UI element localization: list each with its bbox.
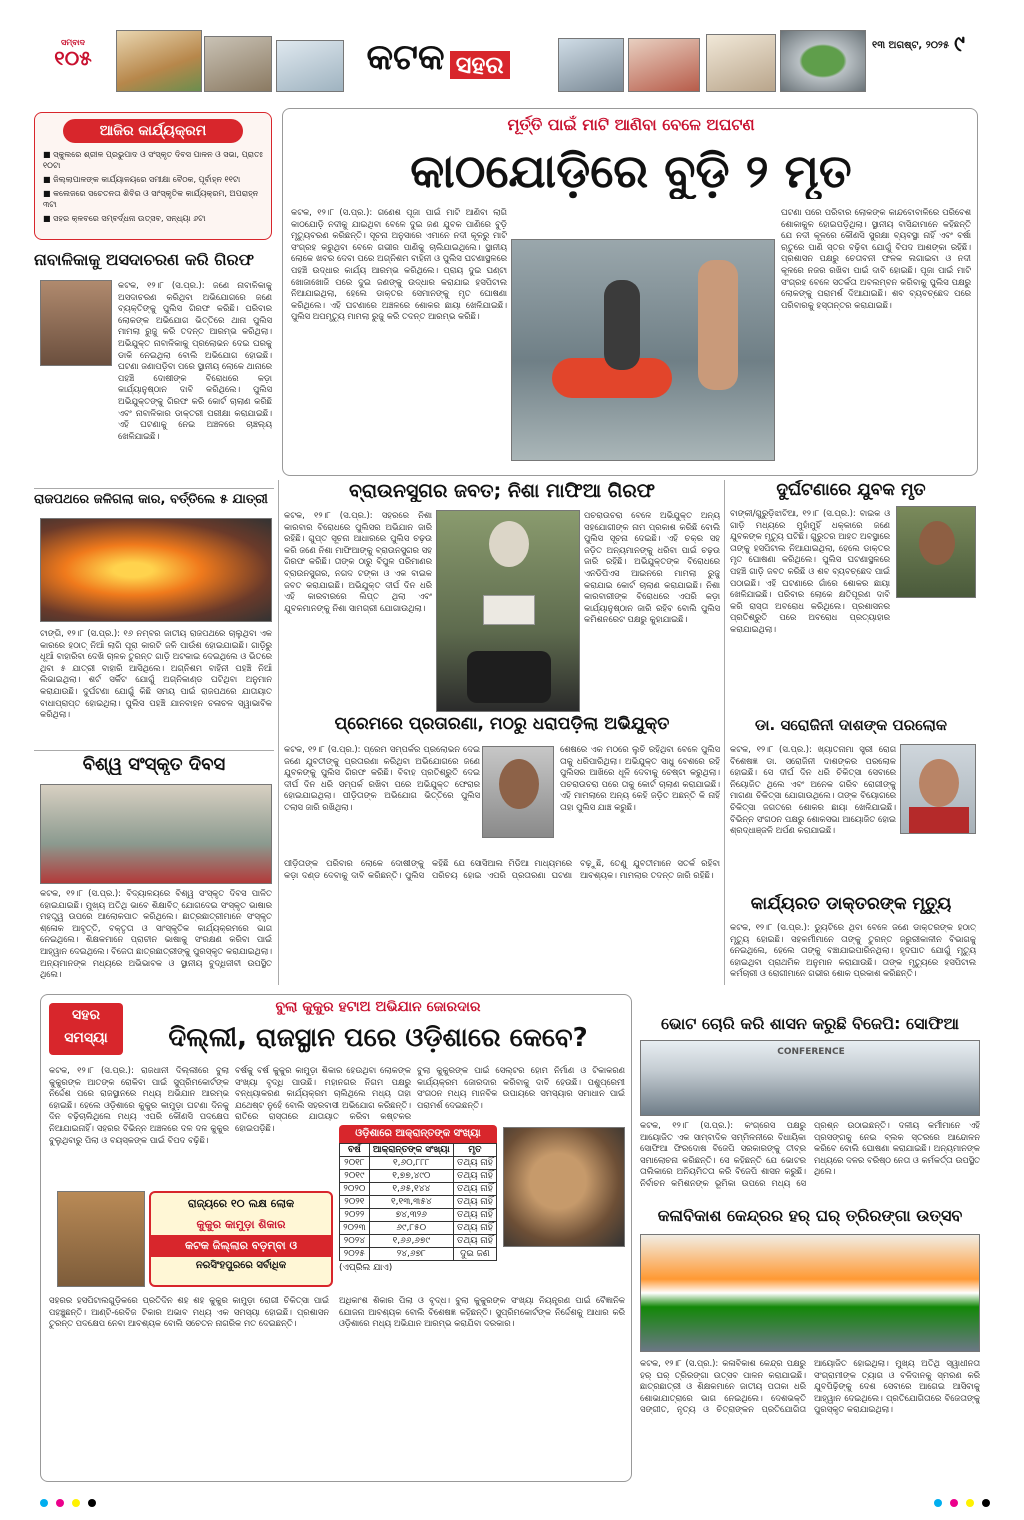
masthead-title xyxy=(348,30,528,86)
stray-dog-photo xyxy=(57,1191,145,1287)
rescuer-figure xyxy=(698,260,738,390)
registration-dot xyxy=(982,1499,990,1507)
logo-caption: ସମ୍ବାଦ xyxy=(61,38,85,47)
doctor-death-headline: କାର୍ଯ୍ୟରତ ଡାକ୍ତରଙ୍କ ମୃତ୍ୟୁ xyxy=(750,894,952,914)
brown-sugar-headline: ବ୍ରାଉନସୁଗର ଜବତ; ନିଶା ମାଫିଆ ଗିରଫ xyxy=(348,480,656,502)
lead-body-right: ଘଟଣା ପରେ ପରିବାର ଲୋକଙ୍କ କାନ୍ଦବୋବାଳିରେ ପରିବେଶ ଶୋକାକୁଳ ହୋଇପଡ଼ିଥିଲା। ସ୍ଥାନୀୟ ବାସିନ୍ଦାମାନେ କହିଛନ୍ତି ଯେ ନଦୀ କୂଳରେ କୌଣସି ସୁରକ୍ଷା ବ୍ୟବସ୍ଥା ନାହିଁ ଏବଂ ବର୍ଷା ଋତୁରେ ପାଣି ସ୍ତର ବଢ଼ିବା ଯୋଗୁଁ ବିପଦ ଆଶଙ୍କା ରହିଛି। ପ୍ରଶାସନ ପକ୍ଷରୁ ଚେତାବନୀ ଫଳକ ଲଗାଇବା ଓ ନଦୀ କୂଳରେ ନଜର ରଖିବା ପାଇଁ ଦାବି ହୋଇଛି। ପୂଜା ପାଇଁ ମାଟି ସଂଗ୍ରହ ବେଳେ ସତର୍କତା ଅବଲମ୍ବନ କରିବାକୁ ପୁଲିସ ପକ୍ଷରୁ ଲୋକଙ୍କୁ ପରାମର୍ଶ ଦିଆଯାଇଛି। ଶବ ବ୍ୟବଚ୍ଛେଦ ପରେ ପରିବାରକୁ ହସ୍ତାନ୍ତର କରାଯାଇଛି। xyxy=(781,207,971,310)
table-header: ମୃତ xyxy=(453,1144,496,1157)
registration-dot xyxy=(966,1499,974,1507)
registration-dot xyxy=(88,1499,96,1507)
sarojini-face xyxy=(919,759,959,807)
badge-line-1: ସହର xyxy=(72,1007,100,1023)
sarojini-sari xyxy=(909,807,969,834)
registration-dot xyxy=(950,1499,958,1507)
lead-body-left: କଟକ, ୧୨।୮ (ସ.ପ୍ର.): ଗଣେଶ ପୂଜା ପାଇଁ ମାଟି ଆଣିବା ଲାଗି କାଠଯୋଡ଼ି ନଦୀକୁ ଯାଇଥିବା ବେଳେ ଦୁଇ ଜଣ ଯୁବକ ପାଣିରେ ବୁଡ଼ି ମୃତ୍ୟୁବରଣ କରିଛନ୍ତି। ସୂଚନା ଅନୁସାରେ ଏମାନେ ନଦୀ କୂଳରୁ ମାଟି ସଂଗ୍ରହ କରୁଥିବା ବେଳେ ଗଭୀର ପାଣିକୁ ଚାଲିଯାଇଥିଲେ। ସ୍ଥାନୀୟ ଲୋକେ ଖବର ଦେବା ପରେ ଅଗ୍ନିଶମ ବାହିନୀ ଓ ପୁଲିସ ଘଟଣାସ୍ଥଳରେ ପହଞ୍ଚି ଉଦ୍ଧାର କାର୍ଯ୍ୟ ଆରମ୍ଭ କରିଥିଲେ। ପ୍ରାୟ ଦୁଇ ଘଣ୍ଟା ଖୋଜାଖୋଜି ପରେ ଦୁଇ ଜଣଙ୍କୁ ଉଦ୍ଧାର କରାଯାଇ ହସପିଟାଲ ନିଆଯାଇଥିଲା, ହେଲେ ଡାକ୍ତର ସେମାନଙ୍କୁ ମୃତ ଘୋଷଣା କରିଥିଲେ। ଏହି ଘଟଣାରେ ଅଞ୍ଚଳରେ ଶୋକର ଛାୟା ଖେଳିଯାଇଛି। ପୁଲିସ ଅପମୃତ୍ୟୁ ମାମଲା ରୁଜୁ କରି ତଦନ୍ତ ଆରମ୍ଭ କରିଛି। xyxy=(291,207,507,322)
table-row: ୨୦୨୦ ୧,୬୫,୧୪୪ ତଥ୍ୟ ନାହିଁ xyxy=(340,1183,497,1196)
title-sahar: ସହର xyxy=(450,51,510,79)
anniversary-logo xyxy=(38,38,108,72)
love-fraud-headline: ପ୍ରେମରେ ପ୍ରତାରଣା, ମଠରୁ ଧରାପଡ଼ିଲା ଅଭିଯୁକ୍ତ xyxy=(334,714,670,734)
brown-sugar-body-b: ପଚରାଉଚରା ବେଳେ ଅଭିଯୁକ୍ତ ଅନ୍ୟ ସହଯୋଗୀଙ୍କ ନାମ ପ୍ରକାଶ କରିଛି ବୋଲି ପୁଲିସ ସୂଚନା ଦେଇଛି। ଏହି ଚକ୍ର ସହ ଜଡ଼ିତ ଅନ୍ୟମାନଙ୍କୁ ଧରିବା ପାଇଁ ଚଢ଼ଉ ଜାରି ରହିଛି। ଅଭିଯୁକ୍ତଙ୍କ ବିରୋଧରେ ଏନଡିପିଏସ ଆଇନରେ ମାମଲା ରୁଜୁ କରାଯାଇ କୋର୍ଟ ଚାଲାଣ କରାଯାଇଛି। ନିଶା କାରବାରୀଙ୍କ ବିରୋଧରେ ଏପରି କଡ଼ା କାର୍ଯ୍ୟାନୁଷ୍ଠାନ ଜାରି ରହିବ ବୋଲି ପୁଲିସ କମିଶନରେଟ ପକ୍ଷରୁ କୁହାଯାଇଛି। xyxy=(584,510,720,625)
masthead-date: ୧୩ ଅଗଷ୍ଟ, ୨୦୨୫ xyxy=(872,40,950,51)
sahar-samasya-body-d: ସହରର ହସପିଟାଲଗୁଡ଼ିକରେ ପ୍ରତିଦିନ ଶହ ଶହ କୁକୁର କାମୁଡ଼ା ରୋଗୀ ଚିକିତ୍ସା ପାଇଁ ପହଞ୍ଚୁଛନ୍ତି। ଆଣ୍ଟି-ରେବିଜ ଟିକାର ଅଭାବ ମଧ୍ୟ ଏକ ସମସ୍ୟା ହୋଇଛି। ପ୍ରଶାସନ ତୁରନ୍ତ ପଦକ୍ଷେପ ନେବା ଆବଶ୍ୟକ ବୋଲି ସଚେତନ ନାଗରିକ ମତ ଦେଇଛନ୍ତି। xyxy=(49,1295,329,1329)
sahar-samasya-body-a: କଟକ, ୧୨।୮ (ସ.ପ୍ର.): ରାଜଧାନୀ ଦିଲ୍ଲୀରେ ବୁଲା କୁକୁରଙ୍କ ଆତଙ୍କ ରୋକିବା ପାଇଁ ସୁପ୍ରିମକୋର୍ଟଙ୍କ ନିର୍ଦ୍ଦେଶ ପରେ ରାଜସ୍ଥାନରେ ମଧ୍ୟ ଅଭିଯାନ ଆରମ୍ଭ ହୋଇଛି। ହେଲେ ଓଡ଼ିଶାରେ କୁକୁର କାମୁଡ଼ା ଘଟଣା ଦିନକୁ ଦିନ ବଢ଼ିଚାଲିଥିଲେ ମଧ୍ୟ ଏପରି କୌଣସି ପଦକ୍ଷେପ ନିଆଯାଇନାହିଁ। ସହରର ବିଭିନ୍ନ ଅଞ୍ଚଳରେ ଦଳ ଦଳ କୁକୁର ବୁଲୁଥିବାରୁ ପିଲା ଓ ବୟସ୍କଙ୍କ ପାଇଁ ବିପଦ ବଢ଼ିଛି। xyxy=(49,1065,229,1145)
lead-story-box xyxy=(282,108,978,476)
attack-count-table-wrap xyxy=(339,1125,497,1273)
burning-car-photo xyxy=(40,518,272,622)
attack-count-table xyxy=(339,1143,497,1261)
table-row: ୨୦୨୩ ୬୯,୮୫୦ ତଥ୍ୟ ନାହିଁ xyxy=(340,1222,497,1235)
kalavikash-headline: କଳାବିକାଶ କେନ୍ଦ୍ରର ହର୍ ଘର୍ ତ୍ରିରଙ୍ଗା ଉତ୍ସବ xyxy=(657,1206,963,1225)
tiranga-group-photo xyxy=(640,1234,980,1352)
youth-death-headline: ଦୁର୍ଘଟଣାରେ ଯୁବକ ମୃତ xyxy=(776,480,926,500)
sarojini-photo xyxy=(900,744,976,834)
logo-number: ୧୦୫ xyxy=(54,46,92,70)
callout-line-1: ରାଜ୍ୟରେ ୧୦ ଲକ୍ଷ ଲୋକ xyxy=(187,1197,295,1210)
badge-line-2: ସମସ୍ୟା xyxy=(64,1030,108,1046)
registration-dot xyxy=(40,1499,48,1507)
conference-banner: CONFERENCE xyxy=(777,1047,845,1057)
attack-count-table-title: ଓଡ଼ିଶାରେ ଆକ୍ରାନ୍ତଙ୍କ ସଂଖ୍ୟା xyxy=(339,1125,497,1143)
sahar-samasya-box xyxy=(40,994,632,1482)
nabalika-body: କଟକ, ୧୨।୮ (ସ.ପ୍ର.): ଜଣେ ନାବାଳିକାକୁ ଅସଦାଚରଣ କରିଥିବା ଅଭିଯୋଗରେ ଜଣେ ବ୍ୟକ୍ତିଙ୍କୁ ପୁଲିସ ଗିରଫ କରିଛି। ପରିବାର ଲୋକଙ୍କ ଅଭିଯୋଗ ଭିତ୍ତିରେ ଥାନା ପୁଲିସ ମାମଲା ରୁଜୁ କରି ତଦନ୍ତ ଆରମ୍ଭ କରିଥିଲା। ଅଭିଯୁକ୍ତ ନାବାଳିକାକୁ ପ୍ରଲୋଭନ ଦେଇ ଘରକୁ ଡାକି ନେଇଥିଲା ବୋଲି ଅଭିଯୋଗ ହୋଇଛି। ଘଟଣା ଜଣାପଡ଼ିବା ପରେ ସ୍ଥାନୀୟ ଲୋକେ ଥାନାରେ ପହଞ୍ଚି ଦୋଷୀଙ୍କ ବିରୋଧରେ କଡ଼ା କାର୍ଯ୍ୟାନୁଷ୍ଠାନ ଦାବି କରିଥିଲେ। ପୁଲିସ ଅଭିଯୁକ୍ତଙ୍କୁ ଗିରଫ କରି କୋର୍ଟ ଚାଲାଣ କରିଛି ଏବଂ ନାବାଳିକାର ଡାକ୍ତରୀ ପରୀକ୍ଷା କରାଯାଇଛି। ଏହି ଘଟଣାକୁ ନେଇ ଅଞ୍ଚଳରେ ଚାଞ୍ଚଲ୍ୟ ଖେଳିଯାଇଛି। xyxy=(118,280,272,441)
love-fraud-accused-photo xyxy=(482,746,554,838)
table-row: ୨୦୧୮ ୧,୬୦,୮୮୮ ତଥ୍ୟ ନାହିଁ xyxy=(340,1157,497,1170)
sahar-samasya-body-e: ଅଧିକାଂଶ ଶିକାର ପିଲା ଓ ବୃଦ୍ଧ। ବୁଲା କୁକୁରଙ୍କ ସଂଖ୍ୟା ନିୟନ୍ତ୍ରଣ ପାଇଁ ବୈଜ୍ଞାନିକ ଯୋଜନା ଆବଶ୍ୟକ ବୋଲି ବିଶେଷଜ୍ଞ କହିଛନ୍ତି। ସୁପ୍ରିମକୋର୍ଟଙ୍କ ନିର୍ଦ୍ଦେଶକୁ ଆଧାର କରି ଓଡ଼ିଶାରେ ମଧ୍ୟ ଅଭିଯାନ ଆରମ୍ଭ କରାଯିବା ଦରକାର। xyxy=(339,1295,625,1329)
accused-face xyxy=(499,759,539,809)
sahar-samasya-body-c: ବୁଲା କୁକୁରଙ୍କ ପାଇଁ ସେଲ୍ଟର ହୋମ ନିର୍ମାଣ ଓ ଟିକାକରଣ କାର୍ଯ୍ୟକ୍ରମ ଜୋରଦାର କରିବାକୁ ଦାବି ହେଉଛି। ପଶୁପ୍ରେମୀ ସଂଗଠନ ମଧ୍ୟ ମାନବିକ ଉପାୟରେ ସମସ୍ୟାର ସମାଧାନ ପାଇଁ ପରାମର୍ଶ ଦେଇଛନ୍ତି। xyxy=(417,1065,625,1110)
table-row: ୨୦୨୪ ୧,୬୬,୬୭୯ ତଥ୍ୟ ନାହିଁ xyxy=(340,1235,497,1248)
sanskrit-body: କଟକ, ୧୨।୮ (ସ.ପ୍ର.): ବିଦ୍ୟାଳୟରେ ବିଶ୍ୱ ସଂସ୍କୃତ ଦିବସ ପାଳିତ ହୋଇଯାଇଛି। ମୁଖ୍ୟ ଅତିଥି ଭାବେ ଶିକ୍ଷାବିତ୍ ଯୋଗଦେଇ ସଂସ୍କୃତ ଭାଷାର ମହତ୍ତ୍ୱ ଉପରେ ଆଲୋକପାତ କରିଥିଲେ। ଛାତ୍ରଛାତ୍ରୀମାନେ ସଂସ୍କୃତ ଶ୍ଳୋକ ଆବୃତ୍ତି, ବକ୍ତୃତା ଓ ସାଂସ୍କୃତିକ କାର୍ଯ୍ୟକ୍ରମରେ ଭାଗ ନେଇଥିଲେ। ଶିକ୍ଷକମାନେ ପ୍ରାଚୀନ ଭାଷାକୁ ସଂରକ୍ଷଣ କରିବା ପାଇଁ ଆହ୍ୱାନ ଦେଇଥିଲେ। ବିଜେତା ଛାତ୍ରଛାତ୍ରୀଙ୍କୁ ପୁରସ୍କୃତ କରାଯାଇଥିଲା। ଅନ୍ୟମାନଙ୍କ ମଧ୍ୟରେ ଅଭିଭାବକ ଓ ସ୍ଥାନୀୟ ବୁଦ୍ଧିଜୀବୀ ଉପସ୍ଥିତ ଥିଲେ। xyxy=(40,888,272,980)
seized-goods xyxy=(483,595,535,625)
table-header: ଆକ୍ରାନ୍ତଙ୍କ ସଂଖ୍ୟା xyxy=(369,1144,453,1157)
callout-line-2: କୁକୁର କାମୁଡ଼ା ଶିକାର xyxy=(196,1218,286,1231)
masthead xyxy=(0,0,1024,100)
lead-headline: କାଠଯୋଡ଼ିରେ ବୁଡ଼ି ୨ ମୃତ xyxy=(410,144,852,198)
masked-face xyxy=(489,521,529,567)
brown-sugar-body-a: କଟକ, ୧୨।୮ (ସ.ପ୍ର.): ସହରରେ ନିଶା କାରବାର ବିରୋଧରେ ପୁଲିସର ଅଭିଯାନ ଜାରି ରହିଛି। ଗୁପ୍ତ ସୂଚନା ଆଧାରରେ ପୁଲିସ ଚଢ଼ଉ କରି ଜଣେ ନିଶା ମାଫିଆଙ୍କୁ ବ୍ରାଉନସୁଗର ସହ ଗିରଫ କରିଛି। ତାଙ୍କ ଠାରୁ ବିପୁଳ ପରିମାଣର ବ୍ରାଉନସୁଗର, ନଗଦ ଟଙ୍କା ଓ ଏକ ବାଇକ ଜବତ କରାଯାଇଛି। ଅଭିଯୁକ୍ତ ଦୀର୍ଘ ଦିନ ଧରି ଏହି କାରବାରରେ ଲିପ୍ତ ଥିଲା ଏବଂ ଯୁବକମାନଙ୍କୁ ନିଶା ସାମଗ୍ରୀ ଯୋଗାଉଥିଲା। xyxy=(284,510,432,613)
building-photo xyxy=(276,40,344,92)
deceased-youth-photo xyxy=(896,506,976,598)
car-fire-headline: ରାଜପଥରେ ଜଳିଗଲା କାର, ବର୍ତ୍ତିଲେ ୫ ଯାତ୍ରୀ xyxy=(34,492,268,507)
title-katak: କଟକ xyxy=(366,37,445,78)
divider xyxy=(724,480,725,985)
program-item: ■ ସ୍କୁଲରେ ଶ୍ରୀଳ ପ୍ରଭୁପାଦ ଓ ସଂସ୍କୃତ ଦିବସ ପାଳନ ଓ ସଭା, ପ୍ରାତଃ ୧୦ଟା xyxy=(43,150,263,170)
youth-death-body: ବାଙ୍କୀ/ଗୁରୁଡ଼ିଝାଟିଆ, ୧୨।୮ (ସ.ପ୍ର.): ବାଇକ ଓ ଗାଡ଼ି ମଧ୍ୟରେ ମୁହାଁମୁହିଁ ଧକ୍କାରେ ଜଣେ ଯୁବକଙ୍କ ମୃତ୍ୟୁ ଘଟିଛି। ଗୁରୁତର ଆହତ ଅବସ୍ଥାରେ ତାଙ୍କୁ ହସପିଟାଲ ନିଆଯାଇଥିଲା, ହେଲେ ଡାକ୍ତର ମୃତ ଘୋଷଣା କରିଥିଲେ। ପୁଲିସ ଘଟଣାସ୍ଥଳରେ ପହଞ୍ଚି ଗାଡ଼ି ଜବତ କରିଛି ଓ ଶବ ବ୍ୟବଚ୍ଛେଦ ପାଇଁ ପଠାଇଛି। ଏହି ଘଟଣାରେ ଗାଁରେ ଶୋକର ଛାୟା ଖେଳିଯାଇଛି। ପରିବାର ଲୋକେ କ୍ଷତିପୂରଣ ଦାବି କରି ରାସ୍ତା ଅବରୋଧ କରିଥିଲେ। ପ୍ରଶାସନର ପ୍ରତିଶ୍ରୁତି ପରେ ଅବରୋଧ ପ୍ରତ୍ୟାହାର କରାଯାଇଥିଲା। xyxy=(730,508,890,634)
today-program-list xyxy=(43,149,265,227)
youth-face xyxy=(919,521,955,565)
sahar-samasya-badge xyxy=(49,1003,123,1055)
program-item: ■ ସହର କ୍ଳବରେ ସମ୍ବର୍ଦ୍ଧନା ଉତ୍ସବ, ସନ୍ଧ୍ୟା ୬ଟା xyxy=(43,214,206,223)
boat-photo xyxy=(558,38,624,92)
page-number: ୯ xyxy=(954,32,965,57)
today-program-box xyxy=(34,112,272,240)
table-header: ବର୍ଷ xyxy=(340,1144,370,1157)
registration-dot xyxy=(934,1499,942,1507)
doctor-death-body: କଟକ, ୧୨।୮ (ସ.ପ୍ର.): ଡ୍ୟୁଟିରେ ଥିବା ବେଳେ ଜଣେ ଡାକ୍ତରଙ୍କ ହଠାତ୍ ମୃତ୍ୟୁ ହୋଇଛି। ସହକର୍ମୀମାନେ ତାଙ୍କୁ ତୁରନ୍ତ ଜରୁରୀକାଳୀନ ବିଭାଗକୁ ନେଇଥିଲେ, ହେଲେ ତାଙ୍କୁ ବଞ୍ଚାଯାଇପାରିନଥିଲା। ହୃଦଘାତ ଯୋଗୁଁ ମୃତ୍ୟୁ ହୋଇଥିବା ପ୍ରାଥମିକ ଅନୁମାନ କରାଯାଉଛି। ତାଙ୍କ ମୃତ୍ୟୁରେ ହସପିଟାଲ କର୍ମଚାରୀ ଓ ରୋଗୀମାନେ ଗଭୀର ଶୋକ ପ୍ରକାଶ କରିଛନ୍ତି। xyxy=(730,922,976,979)
sahar-samasya-headline: ଦିଲ୍ଲୀ, ରାଜସ୍ଥାନ ପରେ ଓଡ଼ିଶାରେ କେବେ? xyxy=(168,1023,588,1053)
sarojini-headline: ଡା. ସରୋଜିନୀ ଦାଶଙ୍କ ପରଲୋକ xyxy=(754,716,947,734)
registration-dot xyxy=(72,1499,80,1507)
table-note: (ଏପ୍ରିଲ ଯାଏ) xyxy=(339,1263,393,1273)
today-program-heading: ଆଜିର କାର୍ଯ୍ୟକ୍ରମ xyxy=(63,119,243,143)
callout-line-3: କଟକ ଜିଲ୍ଲାର ବଡ଼ମ୍ବା ଓ xyxy=(151,1235,331,1257)
love-fraud-body-b: ଶେଷରେ ଏକ ମଠରେ ଲୁଚି ରହିଥିବା ବେଳେ ପୁଲିସ ତାକୁ ଧରିପାରିଥିଲା। ଅଭିଯୁକ୍ତ ସାଧୁ ବେଶରେ ରହି ପୁଲିସର ଆଖିରେ ଧୂଳି ଦେବାକୁ ଚେଷ୍ଟା କରୁଥିଲା। ପଚରାଉଚରା ପରେ ତାକୁ କୋର୍ଟ ଚାଲାଣ କରାଯାଇଛି। ଏହି ମାମଲାରେ ଅନ୍ୟ କେହି ଜଡ଼ିତ ଅଛନ୍ତି କି ନାହିଁ ତାହା ପୁଲିସ ଯାଞ୍ଚ କରୁଛି। xyxy=(560,744,720,812)
callout-line-4: ନରସିଂହପୁରରେ ସର୍ବାଧିକ xyxy=(195,1260,287,1271)
rescuer-figure xyxy=(604,280,640,370)
rescue-photo xyxy=(511,239,775,461)
fort-gate-photo xyxy=(204,36,272,92)
table-row: ୨୦୧୯ ୧,୭୭,୪୯୦ ତଥ୍ୟ ନାହିଁ xyxy=(340,1170,497,1183)
arrested-person-photo xyxy=(436,510,580,712)
angry-dog-photo xyxy=(503,1127,625,1247)
sarojini-body: କଟକ, ୧୨।୮ (ସ.ପ୍ର.): ଖ୍ୟାତନାମା ସ୍ତ୍ରୀ ରୋଗ ବିଶେଷଜ୍ଞ ଡା. ସରୋଜିନୀ ଦାଶଙ୍କର ପରଲୋକ ହୋଇଛି। ସେ ଦୀର୍ଘ ଦିନ ଧରି ଚିକିତ୍ସା ସେବାରେ ନିୟୋଜିତ ଥିଲେ ଏବଂ ଅନେକ ଗରିବ ରୋଗୀଙ୍କୁ ମାଗଣା ଚିକିତ୍ସା ଯୋଗାଉଥିଲେ। ତାଙ୍କ ବିୟୋଗରେ ଚିକିତ୍ସା ଜଗତରେ ଶୋକର ଛାୟା ଖେଳିଯାଇଛି। ବିଭିନ୍ନ ସଂଗଠନ ପକ୍ଷରୁ ଶୋକସଭା ଆୟୋଜିତ ହୋଇ ଶ୍ରଦ୍ଧାଞ୍ଜଳି ଅର୍ପଣ କରାଯାଇଛି। xyxy=(730,744,896,836)
table-row: ୨୦୨୧ ୧,୧୩,୩୫୪ ତଥ୍ୟ ନାହିଁ xyxy=(340,1196,497,1209)
sanskrit-headline: ବିଶ୍ୱ ସଂସ୍କୃତ ଦିବସ xyxy=(82,754,226,775)
temple-photo-2 xyxy=(706,34,776,92)
car-fire-body: ଟାଙ୍ଗି, ୧୨।୮ (ସ.ପ୍ର.): ୧୬ ନମ୍ବର ଜାତୀୟ ରାଜପଥରେ ଚାଲୁଥିବା ଏକ କାରରେ ହଠାତ୍ ନିଆଁ ଲାଗି ପୂରା କାରଟି ଜଳି ପାଉଁଶ ହୋଇଯାଇଛି। ଗାଡ଼ିରୁ ଧୂଆଁ ବାହାରିବା ଦେଖି ଚାଳକ ତୁରନ୍ତ ଗାଡ଼ି ଅଟକାଇ ଦେଇଥିଲେ ଓ ଭିତରେ ଥିବା ୫ ଯାତ୍ରୀ ବାହାରି ଆସିଥିଲେ। ଅଗ୍ନିଶମ ବାହିନୀ ପହଞ୍ଚି ନିଆଁ ଲିଭାଇଥିଲା। ଶର୍ଟ ସର୍କିଟ ଯୋଗୁଁ ଅଗ୍ନିକାଣ୍ଡ ଘଟିଥିବା ଅନୁମାନ କରାଯାଉଛି। ଦୁର୍ଘଟଣା ଯୋଗୁଁ କିଛି ସମୟ ପାଇଁ ରାଜପଥରେ ଯାତାୟାତ ବାଧାପ୍ରାପ୍ତ ହୋଇଥିଲା। ପୁଲିସ ପହଞ୍ଚି ଯାନବାହନ ଚଳାଚଳ ସ୍ୱାଭାବିକ କରିଥିଲା। xyxy=(40,628,272,720)
table-row: ୨୦୨୫ ୨୪,୬୭୮ ଦୁଇ ଜଣ xyxy=(340,1248,497,1261)
sanskrit-photo xyxy=(40,784,272,884)
love-fraud-body-a: କଟକ, ୧୨।୮ (ସ.ପ୍ର.): ପ୍ରେମ ସମ୍ପର୍କର ପ୍ରଲୋଭନ ଦେଇ ଜଣେ ଯୁବତୀଙ୍କୁ ପ୍ରତାରଣା କରିଥିବା ଅଭିଯୋଗରେ ଜଣେ ଯୁବକଙ୍କୁ ପୁଲିସ ଗିରଫ କରିଛି। ବିବାହ ପ୍ରତିଶ୍ରୁତି ଦେଇ ଦୀର୍ଘ ଦିନ ଧରି ସମ୍ପର୍କ ରଖିବା ପରେ ଅଭିଯୁକ୍ତ ଫେରାର ହୋଇଯାଇଥିଲା। ପୀଡ଼ିତାଙ୍କ ଅଭିଯୋଗ ଭିତ୍ତିରେ ପୁଲିସ ତଲାସ ଜାରି ରଖିଥିଲା। xyxy=(284,744,480,812)
table-row: ୨୦୨୨ ୭୪,୩୨୬ ତଥ୍ୟ ନାହିଁ xyxy=(340,1209,497,1222)
sahar-samasya-body-b: ବର୍ଷକୁ ବର୍ଷ କୁକୁର କାମୁଡ଼ା ଶିକାର ହେଉଥିବା ଲୋକଙ୍କ ସଂଖ୍ୟା ବୃଦ୍ଧି ପାଉଛି। ମହାନଗର ନିଗମ ପକ୍ଷରୁ ବନ୍ଧ୍ୟାକରଣ କାର୍ଯ୍ୟକ୍ରମ ଚାଲିଥିଲେ ମଧ୍ୟ ତାହା ଯଥେଷ୍ଟ ନୁହେଁ ବୋଲି ସହରବାସୀ ଅଭିଯୋଗ କରିଛନ୍ତି। ରାତିରେ ରାସ୍ତାରେ ଯାତାୟାତ କରିବା କଷ୍ଟକର ହୋଇପଡ଼ିଛି। xyxy=(235,1065,411,1133)
lead-kicker: ମୂର୍ତ୍ତି ପାଇଁ ମାଟି ଆଣିବା ବେଳେ ଅଘଟଣ xyxy=(507,115,755,134)
sofia-body: କଟକ, ୧୨।୮ (ସ.ପ୍ର.): କଂଗ୍ରେସ ପକ୍ଷରୁ ଆୟୋଜିତ ଏକ ସାମ୍ବାଦିକ ସମ୍ମିଳନୀରେ ବିଧାୟିକା ସୋଫିଆ ଫିରଦୋଷ ବିଜେପି ସରକାରଙ୍କୁ ତୀବ୍ର ସମାଲୋଚନା କରିଛନ୍ତି। ସେ କହିଛନ୍ତି ଯେ ଭୋଟର ତାଲିକାରେ ଅନିୟମିତତା କରି ବିଜେପି ଶାସନ କରୁଛି। ନିର୍ବାଚନ କମିଶନଙ୍କ ଭୂମିକା ଉପରେ ମଧ୍ୟ ସେ ପ୍ରଶ୍ନ ଉଠାଇଛନ୍ତି। ଦଳୀୟ କର୍ମୀମାନେ ଏହି ପ୍ରସଙ୍ଗକୁ ନେଇ ବ୍ଲକ ସ୍ତରରେ ଆନ୍ଦୋଳନ କରିବେ ବୋଲି ଘୋଷଣା କରାଯାଇଛି। ଅନ୍ୟମାନଙ୍କ ମଧ୍ୟରେ ଦଳର ବରିଷ୍ଠ ନେତା ଓ କର୍ମକର୍ତ୍ତା ଉପସ୍ଥିତ ଥିଲେ। xyxy=(640,1120,980,1188)
sahar-samasya-kicker: ବୁଲା କୁକୁର ହଟାଅ ଅଭିଯାନ ଜୋରଦାର xyxy=(275,999,481,1015)
registration-dot xyxy=(56,1499,64,1507)
dog-bite-callout xyxy=(149,1191,333,1287)
divider xyxy=(34,488,274,489)
print-registration-marks xyxy=(934,1492,994,1502)
divider xyxy=(278,480,279,985)
program-item: ■ ଜିଲ୍ଲାପାଳଙ୍କ କାର୍ଯ୍ୟାଳୟରେ ସମୀକ୍ଷା ବୈଠକ, ପୂର୍ବାହ୍ନ ୧୧ଟା xyxy=(43,175,241,184)
temple-photo-1 xyxy=(116,30,202,92)
love-fraud-body-c: ପୀଡ଼ିତାଙ୍କ ପରିବାର ଲୋକେ ଦୋଷୀଙ୍କୁ କଡ଼ା ଦଣ୍ଡ ଦେବାକୁ ଦାବି କରିଛନ୍ତି। ପୁଲିସ କହିଛି ଯେ ସୋସିଆଲ ମିଡିଆ ମାଧ୍ୟମରେ ପରିଚୟ ହୋଇ ଏପରି ପ୍ରତାରଣା ଘଟଣା ବଢ଼ୁଛି, ତେଣୁ ଯୁବତୀମାନେ ସତର୍କ ରହିବା ଆବଶ୍ୟକ। ମାମଲାର ତଦନ୍ତ ଜାରି ରହିଛି। xyxy=(284,858,720,880)
kalavikash-body: କଟକ, ୧୨।୮ (ସ.ପ୍ର.): କଳାବିକାଶ କେନ୍ଦ୍ର ପକ୍ଷରୁ ହର୍ ଘର୍ ତ୍ରିରଙ୍ଗା ଉତ୍ସବ ପାଳନ କରାଯାଇଛି। ଛାତ୍ରଛାତ୍ରୀ ଓ ଶିକ୍ଷକମାନେ ଜାତୀୟ ପତାକା ଧରି ଶୋଭାଯାତ୍ରାରେ ଭାଗ ନେଇଥିଲେ। ଦେଶଭକ୍ତି ସଙ୍ଗୀତ, ନୃତ୍ୟ ଓ ଚିତ୍ରାଙ୍କନ ପ୍ରତିଯୋଗିତା ଆୟୋଜିତ ହୋଇଥିଲା। ମୁଖ୍ୟ ଅତିଥି ସ୍ୱାଧୀନତା ସଂଗ୍ରାମୀଙ୍କ ତ୍ୟାଗ ଓ ବଳିଦାନକୁ ସ୍ମରଣ କରି ଯୁବପିଢ଼ିଙ୍କୁ ଦେଶ ସେବାରେ ଆଗେଇ ଆସିବାକୁ ଆହ୍ୱାନ ଦେଇଥିଲେ। ପ୍ରତିଯୋଗିତାରେ ବିଜେତାଙ୍କୁ ପୁରସ୍କୃତ କରାଯାଇଥିଲା। xyxy=(640,1358,980,1415)
divider xyxy=(34,750,274,751)
heritage-building-photo xyxy=(628,38,700,92)
program-item: ■ କଲେଜରେ ସଚେତନତା ଶିବିର ଓ ସାଂସ୍କୃତିକ କାର୍ଯ୍ୟକ୍ରମ, ଅପରାହ୍ନ ୩ଟା xyxy=(43,189,259,209)
sofia-headline: ଭୋଟ ଚୋରି କରି ଶାସନ କରୁଛି ବିଜେପି: ସୋଫିଆ xyxy=(660,1014,959,1033)
accused-photo xyxy=(40,280,112,366)
stadium-photo xyxy=(780,30,866,92)
press-conference-photo xyxy=(640,1040,980,1116)
seized-bike xyxy=(467,651,551,703)
print-registration-marks xyxy=(40,1492,120,1502)
nabalika-headline: ନାବାଳିକାକୁ ଅସଦାଚରଣ କରି ଗିରଫ xyxy=(34,250,255,269)
